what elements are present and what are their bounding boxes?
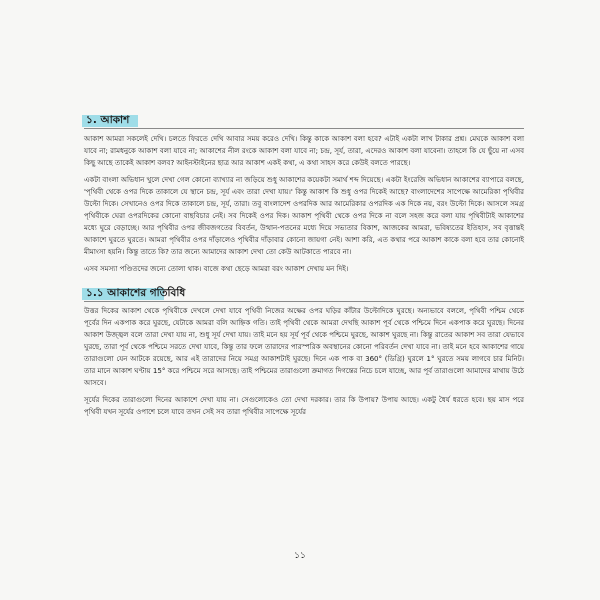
paragraph: আকাশ আমরা সকলেই দেখি। চলতে ফিরতে দেখি আবার সময় করেও দেখি। কিন্তু কাকে আকাশ বলা হবে? এটাই একটা লাখ টাকার প্রশ্ন। মেঘকে আকাশ বলা যাবে না; রামধনুকে আকাশ বলা যাবে না; আকাশের নীল রংকে আকাশ বলা যাবে না; চন্দ্র, সূর্য, তারা, এদেরও আকাশ বলা যাবেনা। তাহলে কি যে ছুঁয়ে না এসব কিছু আছে তাকেই আকাশ বলব? আইনস্টাইনের ছাত্র আর আকাশ একই কথা, এ কথা সাহস করে কেউই বলতে পারছে। <box>84 134 524 168</box>
paragraph: সূর্যের দিকের তারাগুলো দিনের আকাশে দেখা যায় না। সেগুলোকেও তো দেখা দরকার। তার কি উপায়? উপায় আছে। একটু ধৈর্য ধরতে হবে। ছয় মাস পরে পৃথিবী যখন সূর্যের ওপাশে চলে যাবে তখন সেই সব তারা পৃথিবীর সাপেক্ষে সূর্যের <box>84 394 524 416</box>
paragraph: এসব সমস্যা পণ্ডিতদের জন্যে তোলা থাক। বাজে কথা ছেড়ে আমরা বরং আকাশ দেখায় মন দিই। <box>84 264 349 274</box>
page-number: ১১ <box>294 551 306 561</box>
heading-rule <box>84 301 524 302</box>
section-heading-akash: ১. আকাশ <box>84 114 524 127</box>
paragraph: একটা বাংলা অভিধান খুলে দেখা গেল কোনো ব্যাখ্যার না জড়িয়ে শুধু আকাশের কয়েকটা সমার্থ শব্দ দিয়েছে। একটা ইংরেজি অভিধান আকাশের ব্যাপারে বলছে, 'পৃথিবী থেকে ওপর দিকে তাকালে যে স্থানে চন্দ্র, সূর্য এবং তারা দেখা যায়।' কিন্তু আকাশ কি শুধু ওপর দিকেই আছে? বাংলাদেশের সাপেক্ষে আমেরিকা পৃথিবীর উল্টো দিকে। সেখানেও ওপর দিকে তাকালে চন্দ্র, সূর্য, তারা। তবু বাংলাদেশ ওপরদিক আর আমেরিকার ওপরদিক এক দিকে নয়, বরং উল্টো দিকে। আসলে সমগ্র পৃথিবীকে ঘেরা ওপরদিকের কোনো বাছবিচার নেই। সব দিকেই ওপর দিক। আকাশ পৃথিবী থেকে ওপর দিকে না বলে সহজ করে বলা যায় পৃথিবীটাই আকাশের মধ্যে ঘুরে বেড়াচ্ছে। আর পৃথিবীর ওপর জীবজগতের বিবর্তন, উত্থান-পতনের মধ্যে দিয়ে সভ্যতার বিকাশ, আজকের আমরা, ভবিষ্যতের ইতিহাস, সব বৃত্তান্তই আকাশে ঘুরতে ঘুরতে। আমরা পৃথিবীর ওপর দাঁড়ালেও পৃথিবীর দাঁড়াবার কোনো জায়গা নেই। আশা করি, এত কথার পরে আকাশ কাকে বলা হবে তার কোনোই মীমাংসা হয়নি। কিন্তু তাতে কি? তার জন্যে আমাদের আকাশ দেখা তো কেউ আটকাতে পারবে না। <box>84 175 524 257</box>
section-heading-akasher-gotibidhi: ১.১ আকাশের গতিবিধি <box>84 287 524 300</box>
page-content <box>84 114 524 423</box>
heading-rule <box>84 128 524 129</box>
paragraph: উত্তর দিকের আকাশ থেকে পৃথিবীকে দেখলে দেখা যাবে পৃথিবী নিজের অক্ষের ওপর ঘড়ির কাঁটার উল্টোদিকে ঘুরছে। অন্যভাবে বললে, পৃথিবী পশ্চিম থেকে পূর্বের দিন একপাক করে ঘুরছে, যেটাকে আমরা বলি আহ্নিক গতি। তাই পৃথিবী থেকে আমরা দেখছি আকাশ পূর্ব থেকে পশ্চিমে দিনে একপাক করে ঘুরছে। দিনের আকাশ উজ্জ্বল বলে তারা দেখা যায় না, শুধু সূর্য দেখা যায়। তাই মনে হয় সূর্য পূর্ব থেকে পশ্চিমে ঘুরছে, আকাশ ঘুরছে না। কিন্তু রাতের আকাশ সব তারা যেভাবে ঘুরছে, তারা পূর্ব থেকে পশ্চিমে সরতে দেখা যাবে, কিন্তু তার ফলে তারাদের পারস্পরিক অবস্থানের কোনো পরিবর্তন দেখা যাবে না। তাই মনে হবে আকাশের গায়ে তারাগুলো যেন আটকে রয়েছে, আর এই তারাদের নিয়ে সমগ্র আকাশটাই ঘুরছে। দিনে এক পাক বা 360° (ডিগ্রি) ঘুরলে 1° ঘুরতে সময় লাগবে চার মিনিট। তার মানে আকাশ ঘণ্টায় 15° করে পশ্চিমে সরে আসছে। তাই পশ্চিমের তারাগুলো ক্রমাগত দিগন্তের নিচে চলে যাচ্ছে, আর পূর্ব তারাগুলো আমাদের মাথায় উঠে আসবে। <box>84 305 524 387</box>
